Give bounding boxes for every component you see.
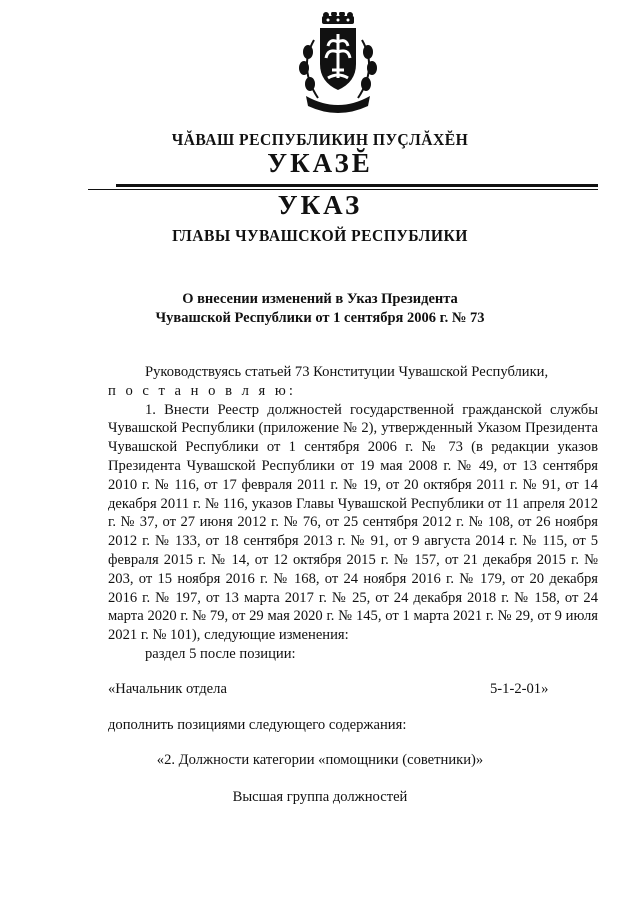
category-heading: «2. Должности категории «помощники (советники)» — [156, 752, 484, 768]
razdel-paragraph: раздел 5 после позиции: — [145, 645, 296, 662]
ukaz-heading: УКАЗ — [277, 190, 363, 220]
chuvashia-emblem-icon — [292, 12, 384, 120]
chuvash-header-line: ЧĂВАШ РЕСПУБЛИКИН ПУÇЛĂХĔН — [171, 130, 469, 149]
document-title-line-2: Чувашской Республики от 1 сентября 2006 г. № 73 — [155, 310, 485, 326]
intro-paragraph: Руководствуясь статьей 73 Конституции Чувашской Республики, — [145, 364, 549, 380]
supplement-text: дополнить позициями следующего содержания: — [108, 717, 407, 733]
header-divider-thick — [116, 184, 598, 187]
document-title-line-1: О внесении изменений в Указ Президента — [182, 291, 458, 307]
group-heading: Высшая группа должностей — [232, 789, 408, 805]
position-code: 5-1-2-01» — [490, 681, 549, 697]
postanovlyayu-text: п о с т а н о в л я ю: — [108, 382, 296, 399]
item-1-paragraph: 1. Внести Реестр должностей государственной гражданской службы Чувашской Республики (приложение № 2), утвержденный Указом Президента Чувашской Республики от 1 сентября 2006 г. № 73 (в редакции указов Президента Чувашской Республики от 19 мая 2008 г. № 49, от 13 сентября 2010 г. № 116, от 17 февраля 2011 г. № 19, от 20 октября 2011 г. № 91, от 14 декабря 2011 г. № 116, указов Главы Чувашской Республики от 11 апреля 2012 г. № 37, от 27 июня 2012 г. № 76, от 25 сентября 2012 г. № 108, от 26 ноября 2012 г. № 133, от 18 сентября 2013 г. № 91, от 9 августа 2014 г. № 115, от 5 февраля 2015 г. № 14, от 12 октября 2015 г. № 157, от 21 декабря 2015 г. № 203, от 15 ноября 2016 г. № 168, от 24 ноября 2016 г. № 179, от 20 декабря 2016 г. № 197, от 13 марта 2017 г. № 25, от 24 декабря 2018 г. № 158, от 24 марта 2020 г. № 79, от 29 мая 2020 г. № 145, от 1 марта 2021 г. № 29, от 9 июля 2021 г. № 101), следующие изменения: — [108, 401, 598, 644]
chuvash-ukaze-heading: УКАЗĔ — [267, 148, 373, 178]
document-body — [108, 363, 598, 664]
position-name: «Начальник отдела — [108, 681, 227, 697]
glavy-heading: ГЛАВЫ ЧУВАШСКОЙ РЕСПУБЛИКИ — [172, 226, 468, 245]
